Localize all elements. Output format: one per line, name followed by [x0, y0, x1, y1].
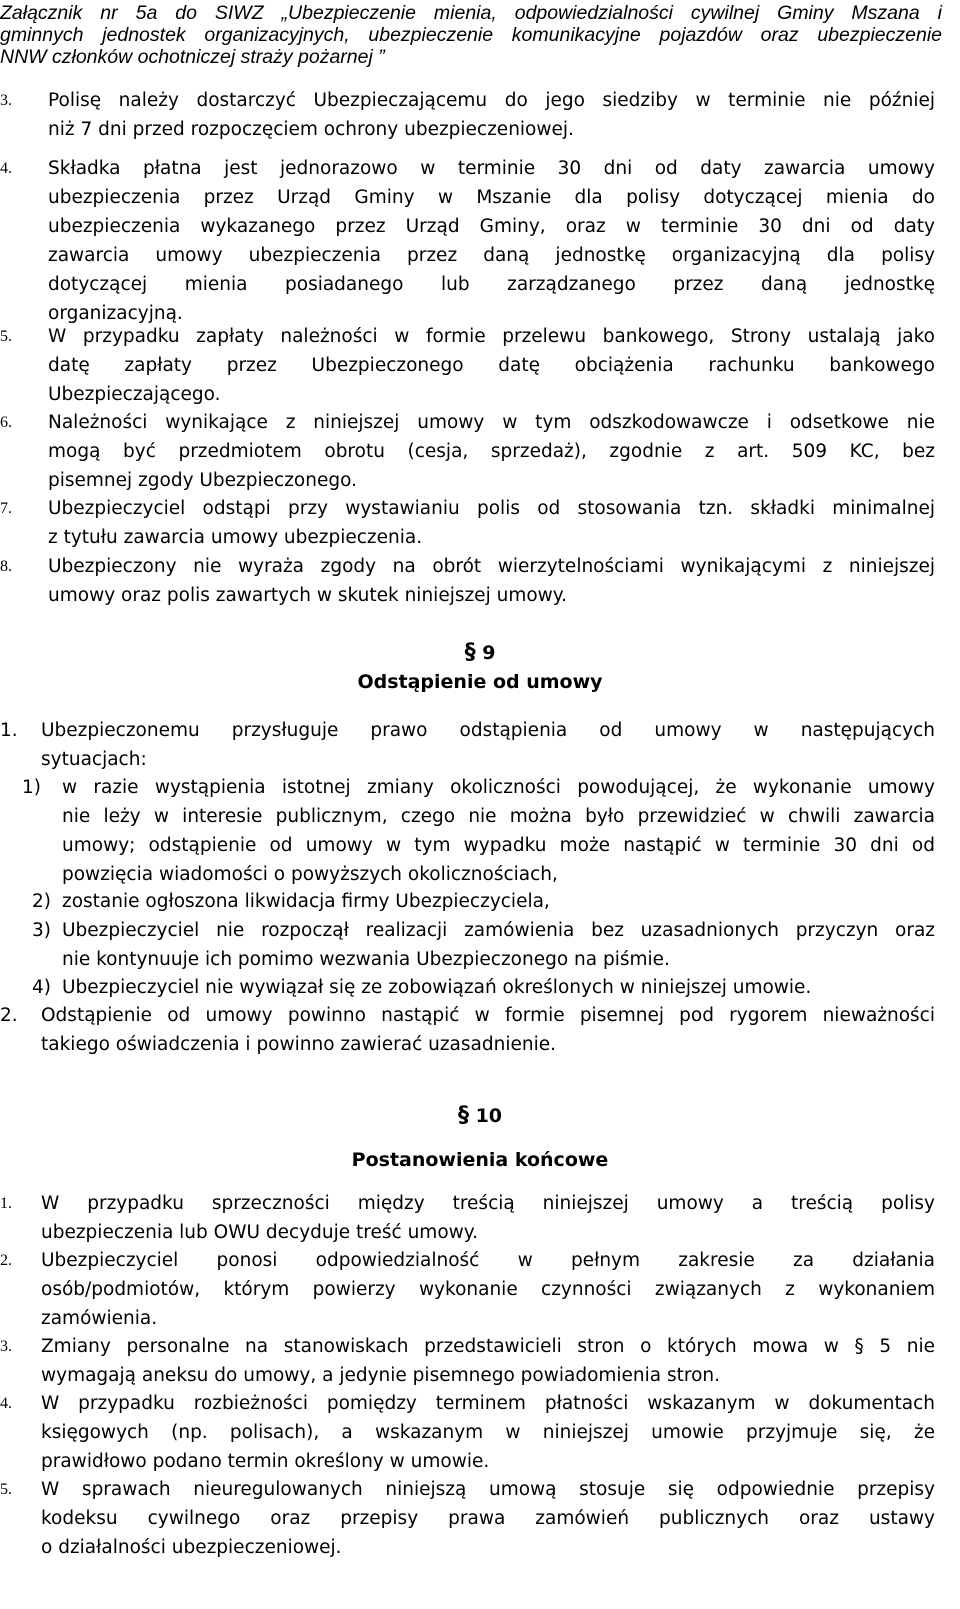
numbered-item: [0, 154, 935, 328]
text-line: Ubezpieczyciel ponosi odpowiedzialność w pełnym zakresie za działania: [41, 1250, 935, 1271]
text-line: prawidłowo podano termin określony w umowie.: [41, 1451, 490, 1472]
item-number: 1.: [0, 1195, 12, 1212]
text-line: datę zapłaty przez Ubezpieczonego datę obciążenia rachunku bankowego: [48, 355, 935, 376]
item-number: 8.: [0, 558, 12, 575]
numbered-item: [0, 552, 935, 610]
numbered-item: [0, 408, 935, 495]
numbered-item: [0, 1189, 935, 1247]
item-number: 2.: [0, 1005, 18, 1026]
text-line: księgowych (np. polisach), a wskazanym w niniejszej umowie przyjmuje się, że: [41, 1422, 935, 1443]
item-number: 5.: [0, 1481, 12, 1498]
text-line: ubezpieczenia przez Urząd Gminy w Mszanie dla polisy dotyczącej mienia do: [48, 187, 935, 208]
text-line: organizacyjną.: [48, 303, 183, 324]
sub-item: [0, 773, 935, 889]
item-number: 4.: [0, 160, 12, 177]
text-line: W przypadku sprzeczności między treścią niniejszej umowy a treścią polisy: [41, 1193, 935, 1214]
item-text: [48, 408, 935, 495]
paragraph-symbol: §: [464, 640, 476, 665]
section-9-title: [0, 667, 960, 697]
item-text: [62, 887, 935, 916]
text-line: Ubezpieczyciel nie wywiązał się ze zobowiązań określonych w niniejszej umowie.: [62, 977, 812, 998]
text-line: ubezpieczenia lub OWU decyduje treść umowy.: [41, 1222, 478, 1243]
sub-item: [0, 973, 935, 1002]
item-number: 6.: [0, 414, 12, 431]
text-line: osób/podmiotów, którym powierzy wykonanie czynności związanych z wykonaniem: [41, 1279, 935, 1300]
item-number: 3): [32, 920, 51, 941]
text-line: wymagają aneksu do umowy, a jedynie pisemnego powiadomienia stron.: [41, 1365, 721, 1386]
item-text: [41, 1389, 935, 1476]
text-line: ubezpieczenia wykazanego przez Urząd Gminy, oraz w terminie 30 dni od daty: [48, 216, 935, 237]
item-text: [41, 716, 935, 774]
text-line: Ubezpieczającego.: [48, 384, 221, 405]
text-line: Należności wynikające z niniejszej umowy w tym odszkodowawcze i odsetkowe nie: [48, 412, 935, 433]
text-line: nie kontynuuje ich pomimo wezwania Ubezpieczonego na piśmie.: [62, 949, 670, 970]
text-line: zawarcia umowy ubezpieczenia przez daną jednostkę organizacyjną dla polisy: [48, 245, 935, 266]
text-line: powzięcia wiadomości o powyższych okolicznościach,: [62, 864, 558, 885]
section-9-heading: [0, 638, 960, 668]
item-text: [62, 773, 935, 889]
text-line: Ubezpieczony nie wyraża zgody na obrót wierzytelnościami wynikającymi z niniejszej: [48, 556, 935, 577]
numbered-item: [0, 1001, 935, 1059]
text-line: Ubezpieczonemu przysługuje prawo odstąpienia od umowy w następujących: [41, 720, 935, 741]
text-line: W sprawach nieuregulowanych niniejszą umową stosuje się odpowiednie przepisy: [41, 1479, 935, 1500]
item-text: [48, 86, 935, 144]
numbered-item: [0, 716, 935, 774]
item-text: [48, 494, 935, 552]
paragraph-symbol: §: [457, 1103, 469, 1128]
text-line: pisemnej zgody Ubezpieczonego.: [48, 470, 357, 491]
section-number: 10: [475, 1105, 503, 1127]
item-number: 1.: [0, 720, 18, 741]
item-number: 4): [32, 977, 51, 998]
item-number: 5.: [0, 328, 12, 345]
sub-item: [0, 916, 935, 974]
section-title: Odstąpienie od umowy: [357, 671, 603, 693]
item-text: [48, 154, 935, 328]
numbered-item: [0, 1389, 935, 1476]
text-line: dotyczącej mienia posiadanego lub zarządzanego przez daną jednostkę: [48, 274, 935, 295]
item-number: 3.: [0, 1338, 12, 1355]
section-number: 9: [482, 642, 496, 664]
text-line: o działalności ubezpieczeniowej.: [41, 1537, 342, 1558]
text-line: z tytułu zawarcia umowy ubezpieczenia.: [48, 527, 423, 548]
text-line: mogą być przedmiotem obrotu (cesja, sprzedaż), zgodnie z art. 509 KC, bez: [48, 441, 935, 462]
text-line: w razie wystąpienia istotnej zmiany okoliczności powodującej, że wykonanie umowy: [62, 777, 935, 798]
text-line: nie leży w interesie publicznym, czego nie można było przewidzieć w chwili zawarcia: [62, 806, 935, 827]
header-line: Załącznik nr 5a do SIWZ „Ubezpieczenie mienia, odpowiedzialności cywilnej Gminy Mszana i: [0, 2, 942, 24]
numbered-item: [0, 322, 935, 409]
item-number: 2): [32, 891, 51, 912]
document-header: [0, 2, 942, 68]
sub-item: [0, 887, 935, 916]
text-line: sytuacjach:: [41, 749, 147, 770]
item-text: [41, 1475, 935, 1562]
text-line: Polisę należy dostarczyć Ubezpieczającemu do jego siedziby w terminie nie później: [48, 90, 935, 111]
item-number: 1): [22, 777, 41, 798]
text-line: W przypadku zapłaty należności w formie przelewu bankowego, Strony ustalają jako: [48, 326, 935, 347]
item-text: [41, 1332, 935, 1390]
header-line: gminnych jednostek organizacyjnych, ubezpieczenie komunikacyjne pojazdów oraz ubezpieczenie: [0, 24, 942, 46]
item-text: [62, 973, 935, 1002]
numbered-item: [0, 494, 935, 552]
text-line: kodeksu cywilnego oraz przepisy prawa zamówień publicznych oraz ustawy: [41, 1508, 935, 1529]
item-text: [48, 552, 935, 610]
item-text: [41, 1001, 935, 1059]
item-text: [48, 322, 935, 409]
header-line: NNW członków ochotniczej straży pożarnej ”: [0, 46, 385, 68]
text-line: umowy; odstąpienie od umowy w tym wypadku może nastąpić w terminie 30 dni od: [62, 835, 935, 856]
text-line: Ubezpieczyciel nie rozpoczął realizacji zamówienia bez uzasadnionych przyczyn oraz: [62, 920, 935, 941]
section-10-heading: [0, 1101, 960, 1131]
numbered-item: [0, 1475, 935, 1562]
numbered-item: [0, 1332, 935, 1390]
text-line: zamówienia.: [41, 1308, 158, 1329]
text-line: Składka płatna jest jednorazowo w terminie 30 dni od daty zawarcia umowy: [48, 158, 935, 179]
text-line: Zmiany personalne na stanowiskach przedstawicieli stron o których mowa w § 5 nie: [41, 1336, 935, 1357]
text-line: Odstąpienie od umowy powinno nastąpić w formie pisemnej pod rygorem nieważności: [41, 1005, 935, 1026]
text-line: umowy oraz polis zawartych w skutek niniejszej umowy.: [48, 585, 567, 606]
section-title: Postanowienia końcowe: [351, 1149, 609, 1171]
text-line: W przypadku rozbieżności pomiędzy terminem płatności wskazanym w dokumentach: [41, 1393, 935, 1414]
item-text: [62, 916, 935, 974]
numbered-item: [0, 86, 935, 144]
text-line: zostanie ogłoszona likwidacja firmy Ubezpieczyciela,: [62, 891, 550, 912]
item-text: [41, 1246, 935, 1333]
item-number: 2.: [0, 1252, 12, 1269]
item-text: [41, 1189, 935, 1247]
numbered-item: [0, 1246, 935, 1333]
item-number: 7.: [0, 500, 12, 517]
text-line: Ubezpieczyciel odstąpi przy wystawianiu polis od stosowania tzn. składki minimalnej: [48, 498, 935, 519]
text-line: niż 7 dni przed rozpoczęciem ochrony ubezpieczeniowej.: [48, 119, 574, 140]
item-number: 4.: [0, 1395, 12, 1412]
item-number: 3.: [0, 92, 12, 109]
section-10-title: [0, 1145, 960, 1175]
text-line: takiego oświadczenia i powinno zawierać uzasadnienie.: [41, 1034, 556, 1055]
